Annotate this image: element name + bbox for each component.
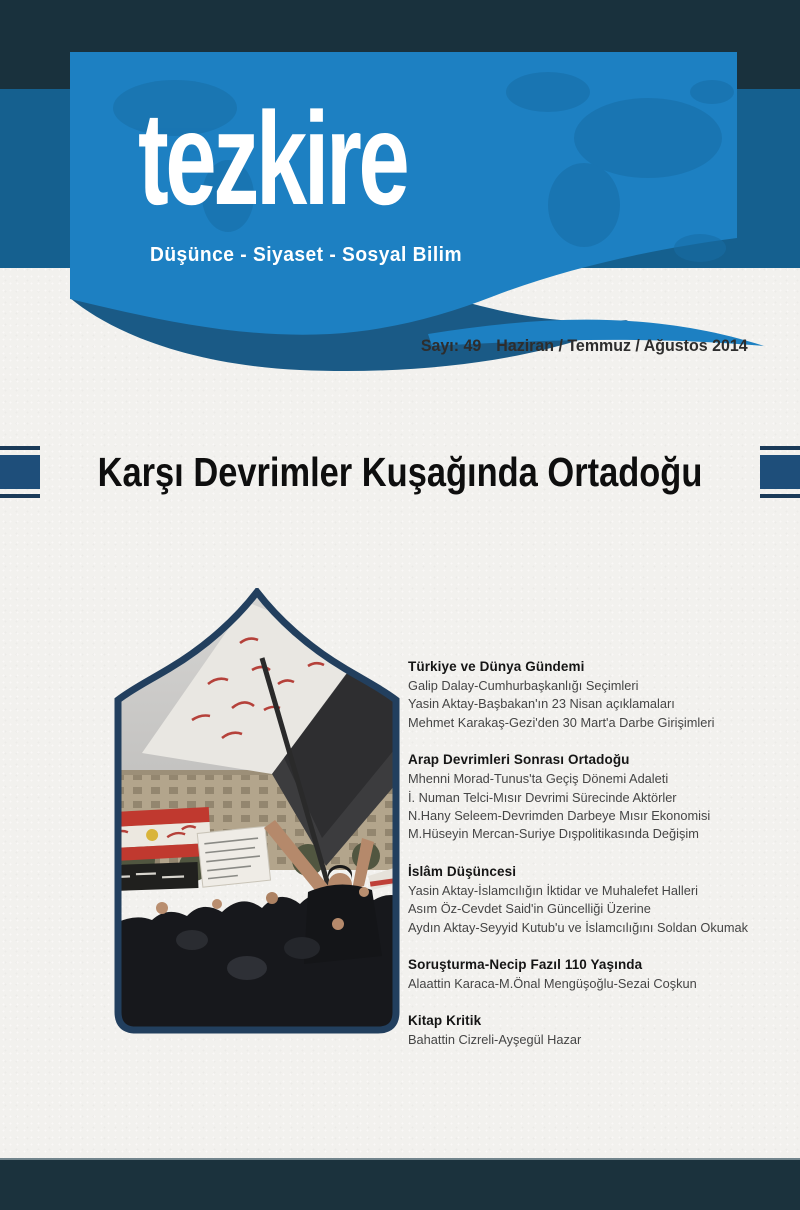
toc-item: Yasin Aktay-Başbakan'ın 23 Nisan açıklamaları <box>408 696 675 712</box>
title-bar-right <box>760 446 800 498</box>
toc-section-turkiye <box>408 659 768 732</box>
toc-item: Asım Öz-Cevdet Said'in Güncelliği Üzerine <box>408 901 651 917</box>
toc-item: Mhenni Morad-Tunus'ta Geçiş Dönemi Adaleti <box>408 771 669 787</box>
toc-item: Mehmet Karakaş-Gezi'den 30 Mart'a Darbe Girişimleri <box>408 714 715 730</box>
toc-section-heading: Arap Devrimleri Sonrası Ortadoğu <box>408 752 630 768</box>
cover-title-banner <box>0 442 800 502</box>
journal-tagline: Düşünce - Siyaset - Sosyal Bilim <box>150 244 462 266</box>
issue-dates: Haziran / Temmuz / Ağustos 2014 <box>496 336 748 355</box>
cover-photo <box>112 588 402 1058</box>
toc-item: Yasin Aktay-İslamcılığın İktidar ve Muhalefet Halleri <box>408 882 698 898</box>
toc-item: Alaattin Karaca-M.Önal Mengüşoğlu-Sezai Coşkun <box>408 976 697 992</box>
toc-section-kitap-kritik <box>408 1013 768 1049</box>
toc-section-heading: İslâm Düşüncesi <box>408 863 517 879</box>
placard-graphic <box>197 826 270 887</box>
toc-item: Galip Dalay-Cumhurbaşkanlığı Seçimleri <box>408 678 639 693</box>
journal-logo: tezkire <box>138 85 407 232</box>
toc-item: Aydın Aktay-Seyyid Kutub'u ve İslamcılığını Soldan Okumak <box>408 919 749 935</box>
toc-item: N.Hany Seleem-Devrimden Darbeye Mısır Ekonomisi <box>408 808 711 824</box>
cover-photo-frame <box>112 588 402 1058</box>
toc-section-sorusturma <box>408 957 768 993</box>
toc-section-arap-devrimleri <box>408 752 768 844</box>
toc-item: İ. Numan Telci-Mısır Devrimi Sürecinde Aktörler <box>408 789 677 805</box>
toc-item: Bahattin Cizreli-Ayşegül Hazar <box>408 1032 582 1048</box>
table-of-contents <box>408 659 768 1070</box>
banner-graphic <box>112 807 211 862</box>
toc-section-heading: Soruşturma-Necip Fazıl 110 Yaşında <box>408 957 643 973</box>
cover-title: Karşı Devrimler Kuşağında Ortadoğu <box>97 448 703 495</box>
title-bar-left <box>0 446 40 498</box>
issue-info <box>421 336 748 356</box>
toc-section-islam-dusuncesi <box>408 864 768 937</box>
issue-number: Sayı: 49 <box>421 336 482 355</box>
toc-item: M.Hüseyin Mercan-Suriye Dışpolitikasında Değişim <box>408 826 699 842</box>
toc-section-heading: Kitap Kritik <box>408 1013 482 1029</box>
toc-section-heading: Türkiye ve Dünya Gündemi <box>408 659 585 674</box>
bottom-navy-bar <box>0 1158 800 1210</box>
